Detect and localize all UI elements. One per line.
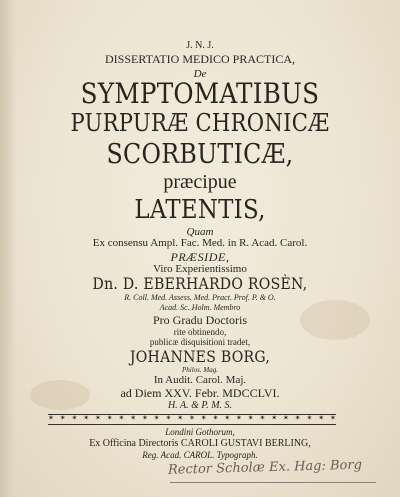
ornament-star: ✶: [165, 414, 172, 422]
printer-line-2: Reg. Acad. CAROL. Typograph.: [142, 450, 258, 460]
ornament-star: ✶: [48, 414, 54, 422]
ornament-star: ✶: [259, 414, 266, 422]
ornament-star: ✶: [212, 414, 219, 422]
handwritten-signature: Rector Scholæ Ex. Hag: Borg: [167, 457, 363, 478]
genre-line: DISSERTATIO MEDICO PRACTICA,: [105, 52, 295, 66]
hours-line: H. A. & P. M. S.: [167, 400, 233, 411]
printer-line-1: Ex Officina Directoris CAROLI GUSTAVI BERLING,: [89, 438, 311, 449]
title-line-1: SYMPTOMATIBUS: [80, 77, 320, 110]
ornament-star: ✶: [247, 414, 254, 422]
title-line-4: præcipue: [163, 171, 237, 193]
ornament-star: ✶: [189, 414, 195, 422]
ornament-star: ✶: [330, 414, 336, 422]
ornament-star: ✶: [306, 414, 313, 422]
preposition: De: [193, 68, 207, 80]
ornament-star: ✶: [130, 414, 137, 422]
title-line-5: LATENTIS,: [134, 195, 266, 225]
ornament-stars: [48, 414, 336, 423]
ornament-star: ✶: [106, 414, 113, 422]
ornament-star: ✶: [71, 414, 78, 422]
praeside-line: PRÆSIDE,: [170, 250, 230, 264]
ornament-star: ✶: [294, 414, 301, 422]
ornament-star: ✶: [283, 414, 289, 422]
consent-line: Ex consensu Ampl. Fac. Med. in R. Acad. Carol.: [92, 237, 308, 249]
ornament-star: ✶: [142, 414, 148, 422]
ornament-star: ✶: [59, 414, 66, 422]
ornament-star: ✶: [200, 414, 207, 422]
ornament-star: ✶: [236, 414, 242, 422]
ornament-star: ✶: [318, 414, 325, 422]
ornament-star: ✶: [95, 414, 101, 422]
author-title: Philos. Mag.: [182, 366, 218, 374]
pro-gradu-line: Pro Gradu Doctoris: [153, 313, 247, 327]
ornament-band: [0, 414, 400, 423]
ornament-star: ✶: [177, 414, 184, 422]
quam-line: Quam: [186, 226, 214, 238]
date-line: ad Diem XXV. Febr. MDCCLVI.: [120, 386, 280, 400]
ornament-star: ✶: [224, 414, 231, 422]
ornament-star: ✶: [83, 414, 90, 422]
title-line-3: SCORBUTICÆ,: [106, 139, 294, 170]
signature-underline: [170, 482, 376, 483]
invocation: J. N. J.: [186, 40, 214, 51]
location-line: In Audit. Carol. Maj.: [153, 374, 247, 386]
vir-line: Viro Experientissimo: [153, 263, 247, 275]
praeses-title-2: Acad. Sc. Holm. Membro: [159, 303, 241, 312]
author-name: JOHANNES BORG,: [129, 347, 271, 366]
city-line: Londini Gothorum,: [165, 427, 235, 437]
praeses-name: Dn. D. EBERHARDO ROSÈN,: [92, 274, 308, 293]
rite-line: rite obtinendo,: [173, 327, 227, 337]
publicae-line: publicæ disquisitioni tradet,: [149, 337, 251, 347]
ornament-star: ✶: [118, 414, 125, 422]
ornament-star: ✶: [153, 414, 160, 422]
ornament-star: ✶: [271, 414, 278, 422]
praeses-title-1: R. Coll. Med. Assess. Med. Pract. Prof. P. & O.: [124, 293, 276, 302]
title-line-2: PURPURÆ CHRONICÆ: [70, 109, 330, 137]
